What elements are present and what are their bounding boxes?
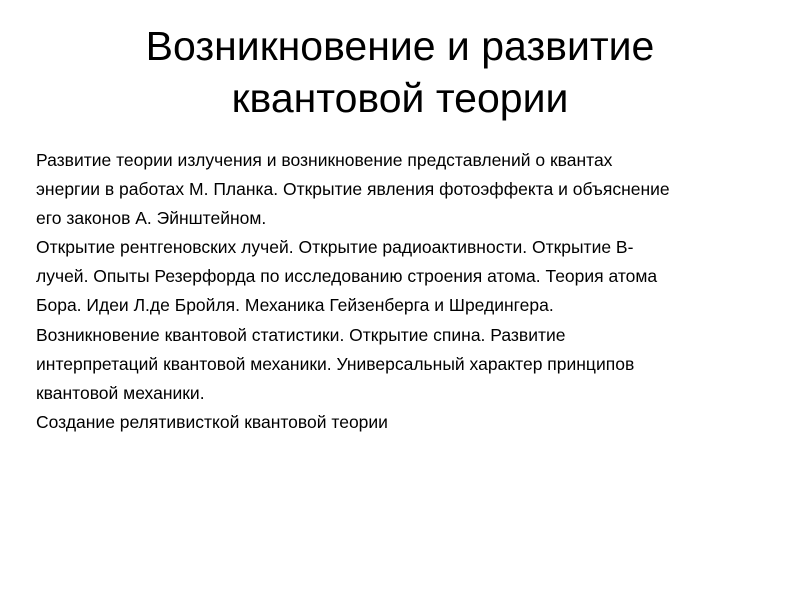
body-line-9: квантовой механики. <box>36 382 205 403</box>
slide-title <box>40 20 760 124</box>
body-line-5: лучей. Опыты Резерфорда по исследованию строения атома. Теория атома <box>36 266 658 287</box>
body-line-8: интерпретаций квантовой механики. Универсальный характер принципов <box>36 353 635 374</box>
body-line-7: Возникновение квантовой статистики. Открытие спина. Развитие <box>36 324 566 345</box>
slide-title-line-2: квантовой теории <box>231 75 569 121</box>
slide-title-line-1: Возникновение и развитие <box>145 23 655 69</box>
body-line-2: энергии в работах М. Планка. Открытие явления фотоэффекта и объяснение <box>36 179 670 200</box>
body-line-1: Развитие теории излучения и возникновение представлений о квантах <box>36 150 613 170</box>
body-line-6: Бора. Идеи Л.де Бройля. Механика Гейзенберга и Шредингера. <box>36 295 554 316</box>
slide-body-text <box>36 146 764 437</box>
body-line-4: Открытие рентгеновских лучей. Открытие радиоактивности. Открытие В- <box>36 237 634 258</box>
body-line-10: Создание релятивисткой квантовой теории <box>36 411 388 432</box>
body-line-3: его законов А. Эйнштейном. <box>36 208 267 229</box>
